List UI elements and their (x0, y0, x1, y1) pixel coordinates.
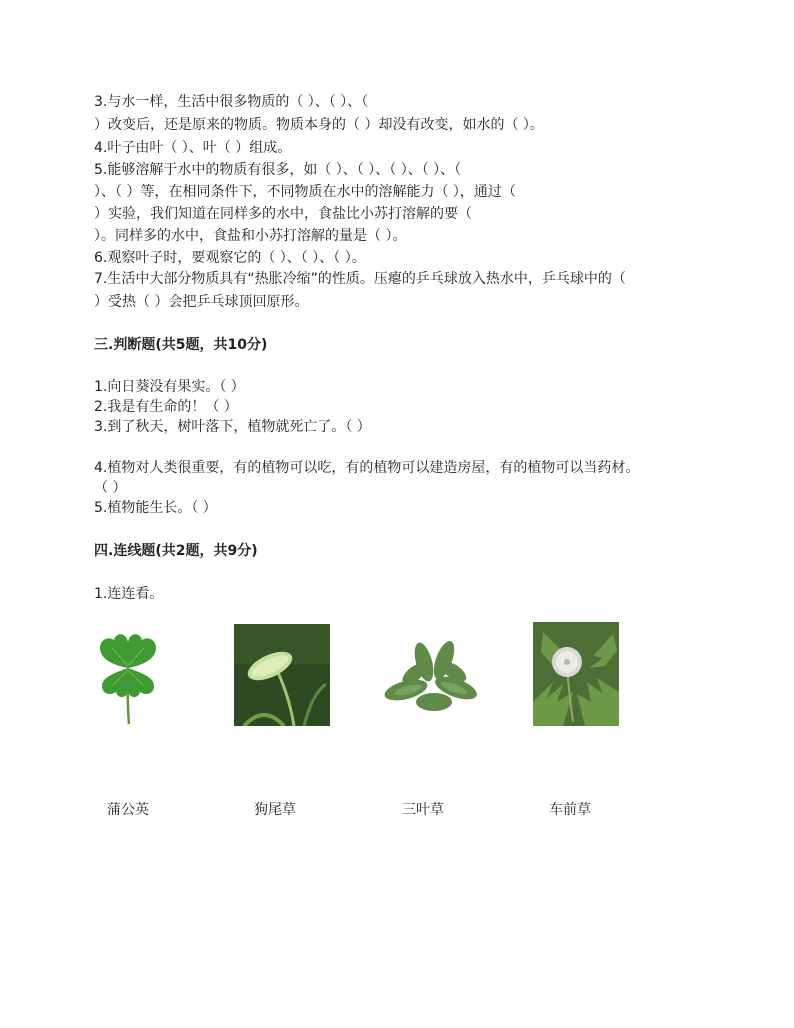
fill-in-line-6: ）实验，我们知道在同样多的水中，食盐比小苏打溶解的要（ (94, 206, 472, 222)
fill-in-line-1: 3.与水一样，生活中很多物质的（ ）、（ ）、（ (94, 94, 369, 110)
judge-item-5: 5.植物能生长。（ ） (94, 500, 217, 516)
judge-item-4-blank: （ ） (94, 480, 127, 496)
fill-in-line-2: ）改变后，还是原来的物质。物质本身的（ ）却没有改变，如水的（ ）。 (94, 117, 544, 133)
judge-heading: 三.判断题(共5题，共10分) (94, 337, 268, 353)
match-label-1: 蒲公英 (107, 802, 149, 818)
judge-item-3: 3.到了秋天，树叶落下，植物就死亡了。（ ） (94, 419, 371, 435)
fill-in-line-8: 6.观察叶子时，要观察它的（ ）、（ ）、（ ）。 (94, 250, 366, 266)
dandelion-image (533, 622, 619, 726)
fill-in-line-5: ）、（ ）等，在相同条件下，不同物质在水中的溶解能力（ ），通过（ (94, 184, 516, 200)
clover-leaf-image (94, 620, 162, 726)
match-question: 1.连连看。 (94, 586, 164, 602)
plantain-image (384, 636, 480, 716)
fill-in-line-4: 5.能够溶解于水中的物质有很多，如（ ）、（ ）、（ ）、（ ）、（ (94, 162, 462, 178)
judge-item-1: 1.向日葵没有果实。（ ） (94, 379, 245, 395)
judge-item-4: 4.植物对人类很重要，有的植物可以吃，有的植物可以建造房屋，有的植物可以当药材。 (94, 460, 640, 476)
foxtail-grass-image (234, 624, 330, 726)
judge-item-2: 2.我是有生命的！（ ） (94, 399, 238, 415)
fill-in-line-10: ）受热（ ）会把乒乓球顶回原形。 (94, 294, 309, 310)
match-label-2: 狗尾草 (254, 802, 296, 818)
match-label-4: 车前草 (549, 802, 591, 818)
fill-in-line-7: ）。同样多的水中，食盐和小苏打溶解的量是（ ）。 (94, 228, 407, 244)
fill-in-line-9: 7.生活中大部分物质具有“热胀冷缩”的性质。压瘪的乒乓球放入热水中，乒乓球中的（ (94, 271, 626, 287)
match-heading: 四.连线题(共2题，共9分) (94, 543, 258, 559)
match-label-3: 三叶草 (402, 802, 444, 818)
fill-in-line-3: 4.叶子由叶（ ）、叶（ ）组成。 (94, 140, 292, 156)
